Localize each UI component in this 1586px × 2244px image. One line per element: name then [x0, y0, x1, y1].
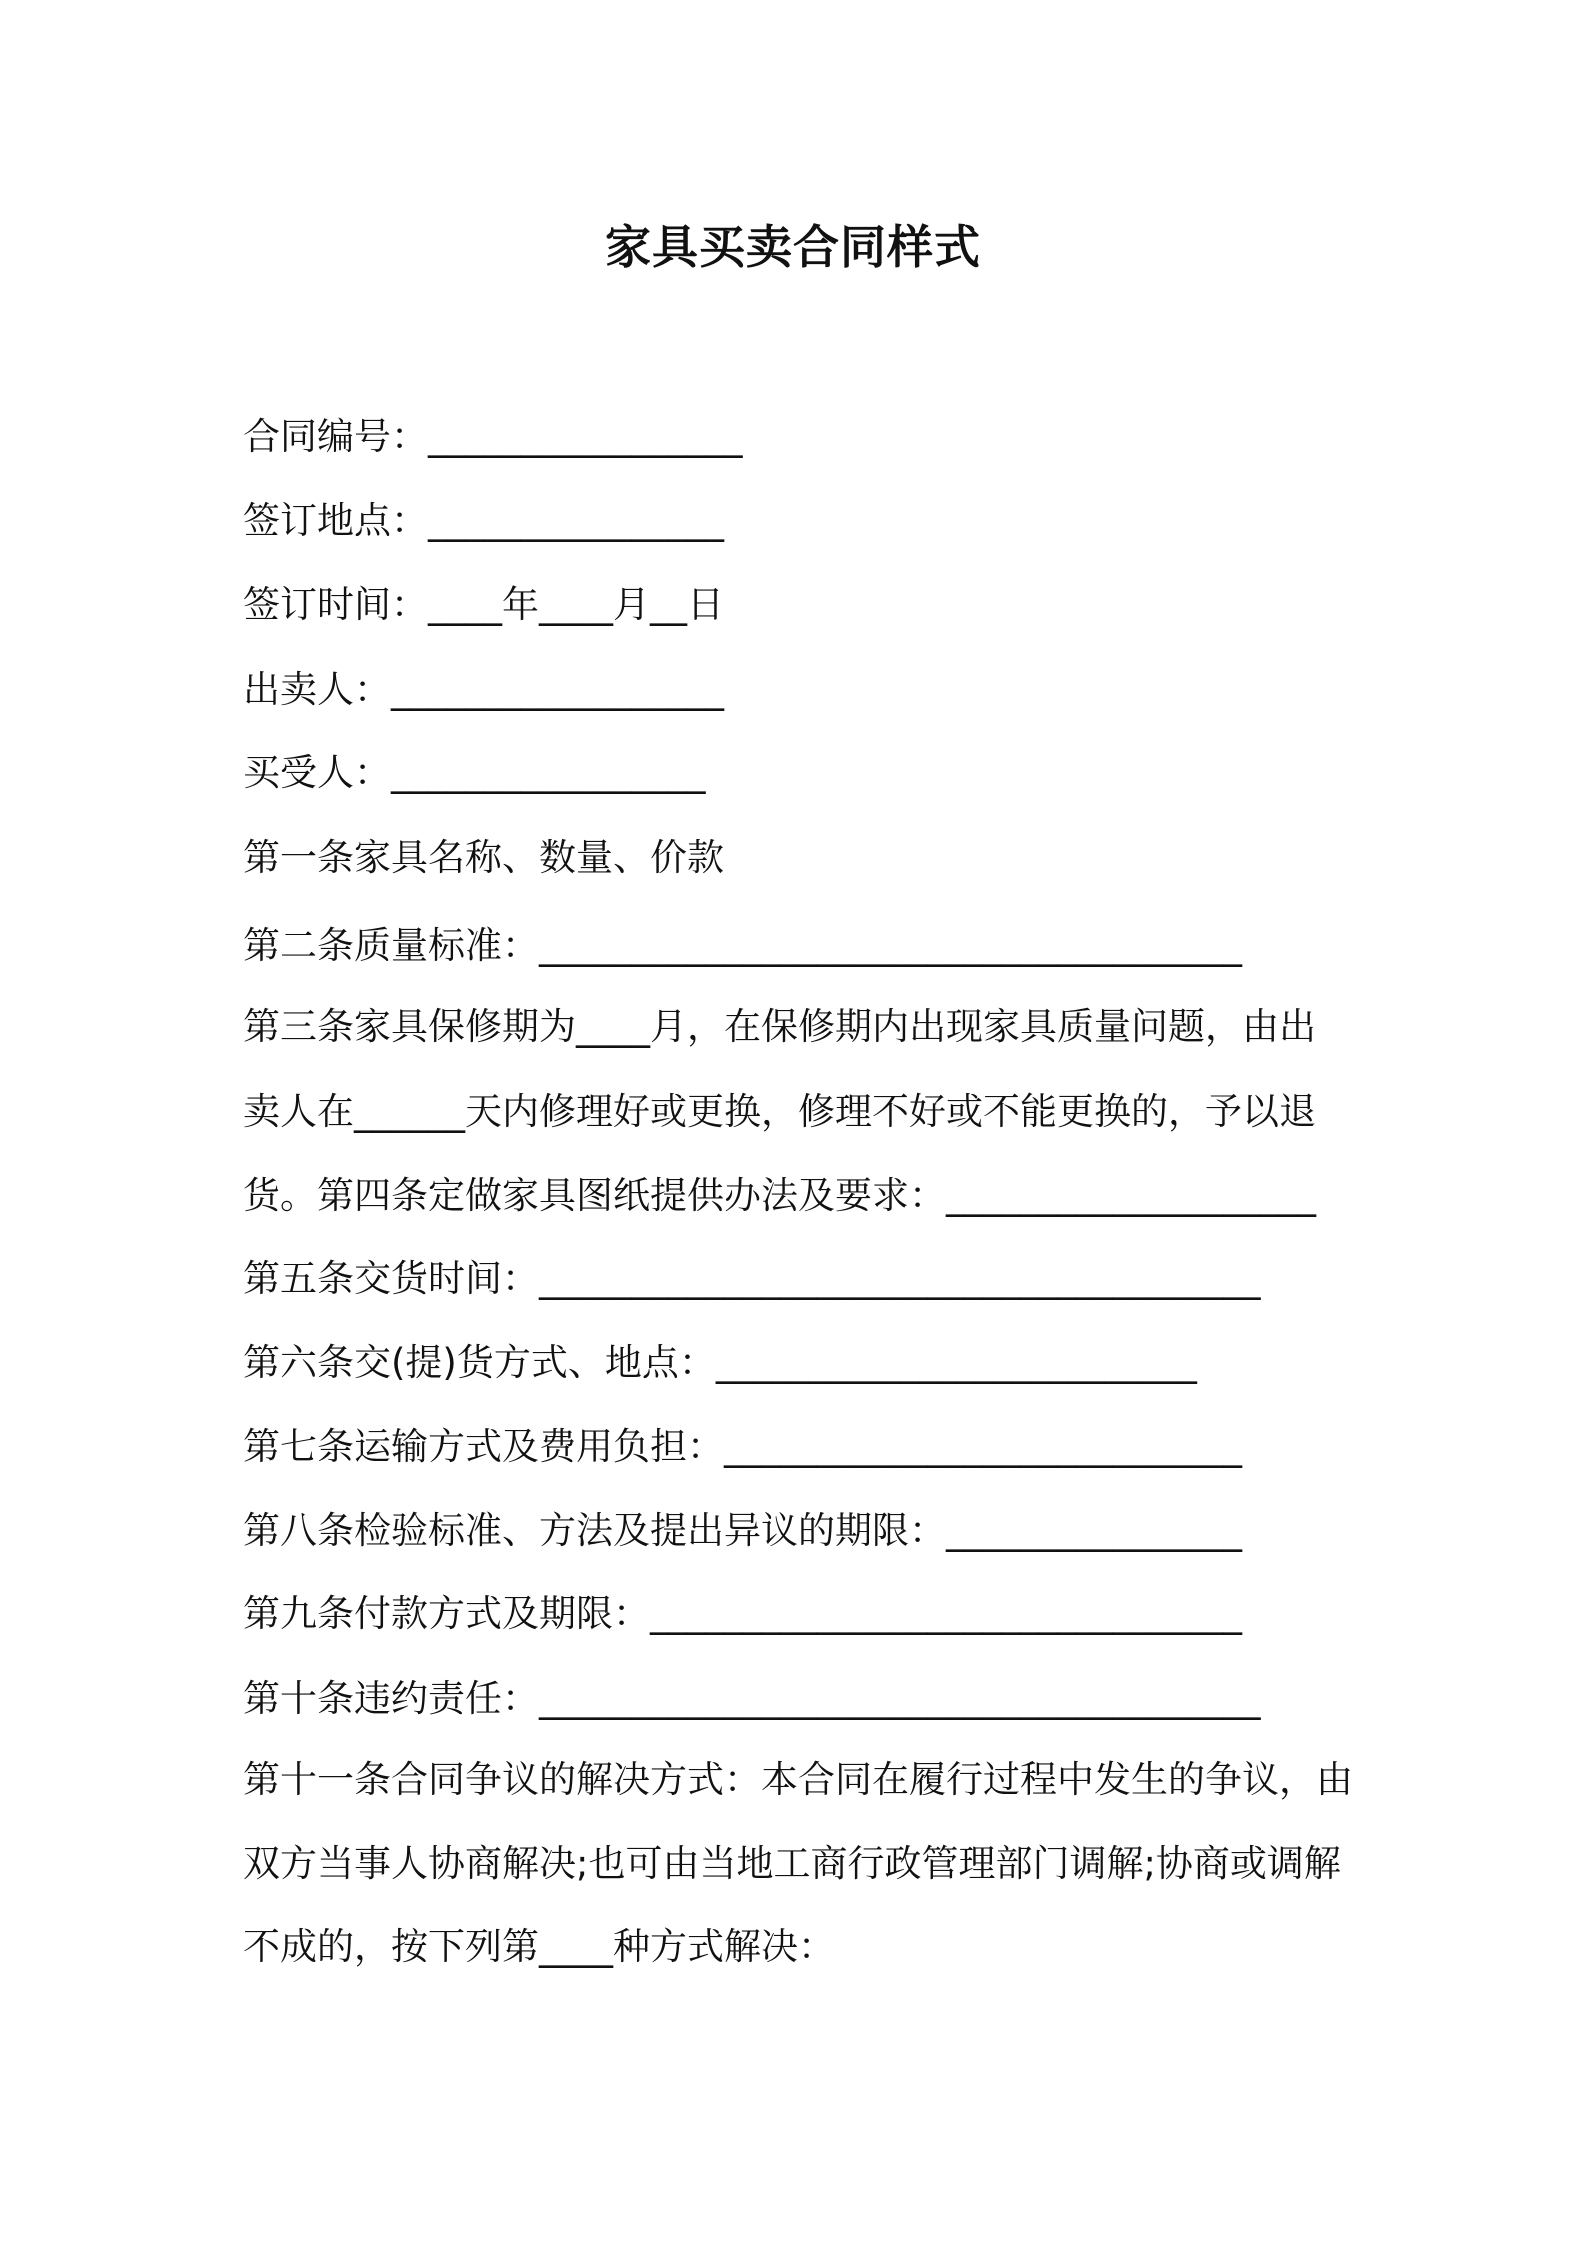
clause-9: 第九条付款方式及期限：________________________________ [243, 1592, 1242, 1635]
clause-11-line-1: 第十一条合同争议的解决方式：本合同在履行过程中发生的争议，由 [243, 1758, 1353, 1801]
clause-11-line-2: 双方当事人协商解决;也可由当地工商行政管理部门调解;协商或调解 [243, 1842, 1341, 1885]
clause-5: 第五条交货时间：_______________________________________ [243, 1257, 1261, 1300]
clause-10: 第十条违约责任：_______________________________________ [243, 1677, 1261, 1720]
clause-1: 第一条家具名称、数量、价款 [243, 836, 724, 879]
contract-number-line: 合同编号：_________________ [243, 415, 743, 458]
document-title: 家具买卖合同样式 [605, 220, 981, 274]
buyer-line: 买受人：_________________ [243, 751, 706, 794]
clause-7: 第七条运输方式及费用负担：____________________________ [243, 1425, 1242, 1468]
seller-line: 出卖人：__________________ [243, 668, 724, 711]
clause-6: 第六条交(提)货方式、地点：__________________________ [243, 1341, 1197, 1384]
signing-date-line: 签订时间：____年____月__日 [243, 583, 724, 626]
clause-3-line-2: 卖人在______天内修理好或更换，修理不好或不能更换的，予以退 [243, 1090, 1316, 1133]
clause-2: 第二条质量标准：______________________________________ [243, 924, 1242, 967]
clause-4: 货。第四条定做家具图纸提供办法及要求：____________________ [243, 1174, 1316, 1217]
clause-3-line-1: 第三条家具保修期为____月，在保修期内出现家具质量问题，由出 [243, 1005, 1316, 1048]
clause-11-line-3: 不成的，按下列第____种方式解决： [243, 1925, 835, 1968]
clause-8: 第八条检验标准、方法及提出异议的期限：________________ [243, 1509, 1242, 1552]
signing-place-line: 签订地点：________________ [243, 499, 724, 542]
